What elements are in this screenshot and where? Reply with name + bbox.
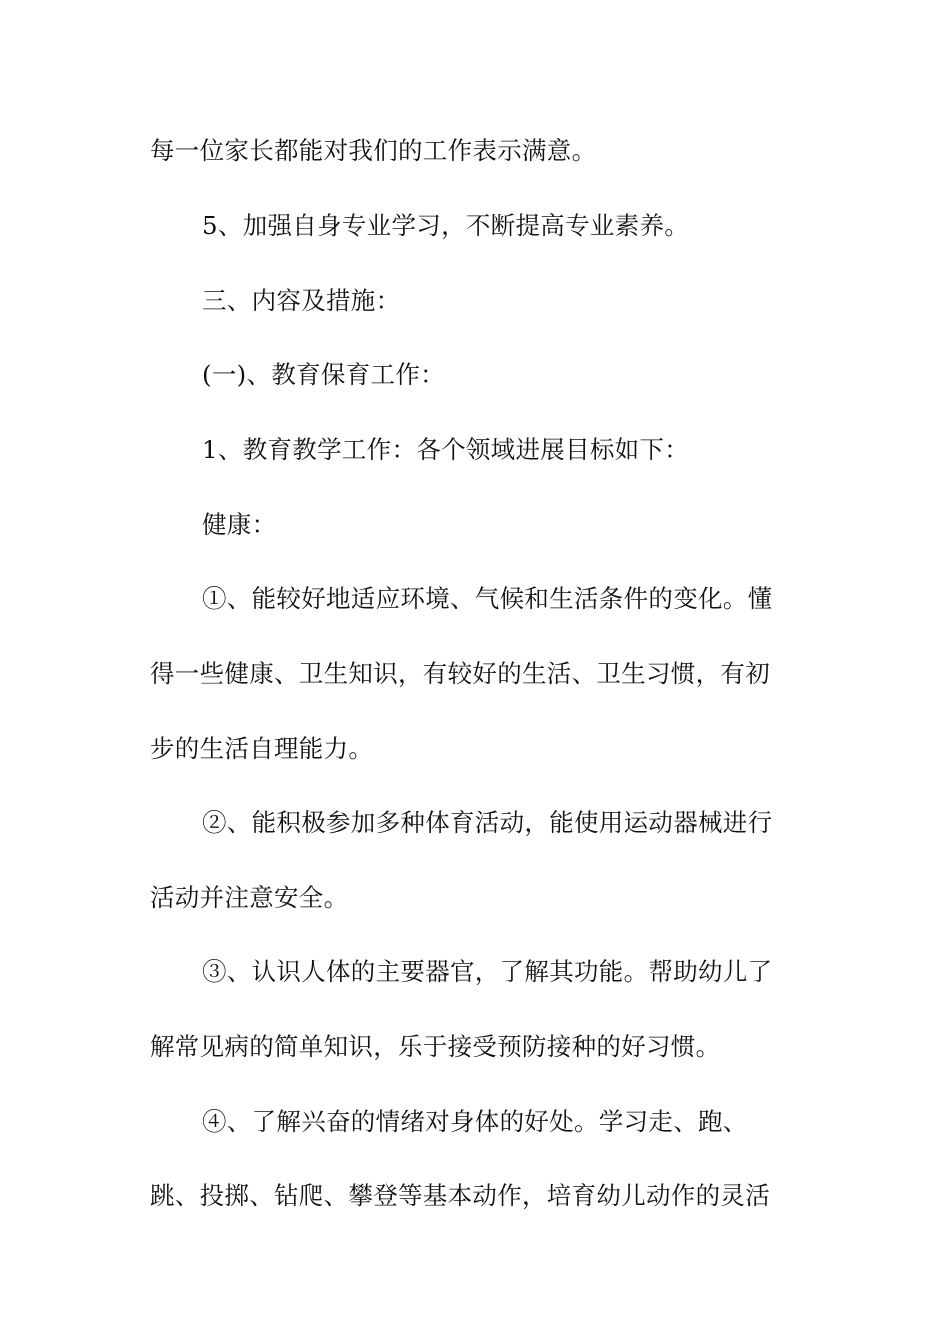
text-line: ①、能较好地适应环境、气候和生活条件的变化。懂 [202, 584, 773, 613]
text-line: 每一位家长都能对我们的工作表示满意。 [150, 136, 597, 165]
text-line: ②、能积极参加多种体育活动，能使用运动器械进行 [202, 808, 773, 837]
text-line: 活动并注意安全。 [150, 883, 349, 912]
text-line: 5、加强自身专业学习，不断提高专业素养。 [202, 211, 690, 240]
text-line: 1、教育教学工作：各个领域进展目标如下： [202, 435, 690, 464]
category-label: 健康： [202, 510, 277, 539]
text-line: 得一些健康、卫生知识，有较好的生活、卫生习惯，有初 [150, 659, 770, 688]
text-line: ④、了解兴奋的情绪对身体的好处。学习走、跑、 [202, 1107, 748, 1136]
text-line: 解常见病的简单知识，乐于接受预防接种的好习惯。 [150, 1032, 721, 1061]
subsection-heading: (一)、教育保育工作： [202, 360, 445, 389]
text-line: ③、认识人体的主要器官，了解其功能。帮助幼儿了 [202, 957, 773, 986]
section-heading: 三、内容及措施： [202, 286, 401, 315]
text-line: 步的生活自理能力。 [150, 734, 374, 763]
text-line: 跳、投掷、钻爬、攀登等基本动作，培育幼儿动作的灵活 [150, 1181, 770, 1210]
